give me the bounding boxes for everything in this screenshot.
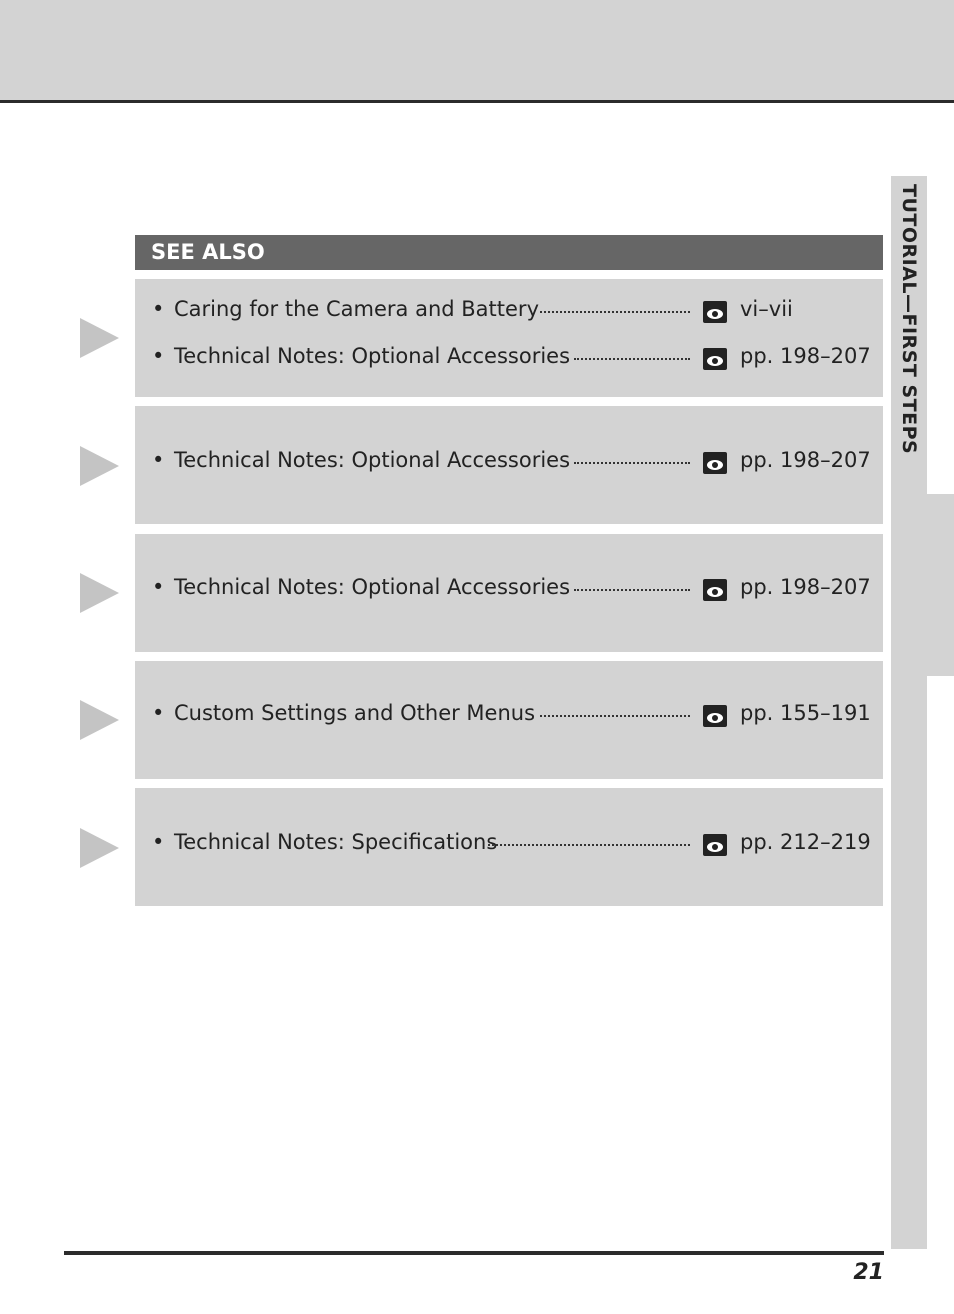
bullet: •: [152, 830, 165, 854]
page-number: 21: [853, 1260, 884, 1285]
triangle-right-icon: [80, 828, 119, 868]
reference-entry: [152, 830, 872, 860]
bullet: •: [152, 448, 165, 472]
bullet: •: [152, 701, 165, 725]
dot-leader: [540, 309, 690, 313]
nikon-reference-icon: [703, 301, 727, 323]
dot-leader: [488, 842, 690, 846]
entry-title: Technical Notes: Optional Accessories: [174, 575, 571, 599]
entry-title: Technical Notes: Optional Accessories: [174, 344, 571, 368]
dot-leader: [540, 713, 690, 717]
page-reference: pp. 198–207: [740, 575, 871, 599]
page-reference: vi–vii: [740, 297, 793, 321]
triangle-right-icon: [80, 700, 119, 740]
entry-title: Technical Notes: Specifications: [174, 830, 498, 854]
triangle-right-icon: [80, 318, 119, 358]
entry-title: Technical Notes: Optional Accessories: [174, 448, 571, 472]
reference-entry: [152, 344, 872, 374]
dot-leader: [574, 356, 690, 360]
chapter-title: TUTORIAL—FIRST STEPS: [898, 184, 920, 455]
reference-entry: [152, 575, 872, 605]
reference-entry: [152, 297, 872, 327]
entry-title: Caring for the Camera and Battery: [174, 297, 539, 321]
page-reference: pp. 155–191: [740, 701, 871, 725]
dot-leader: [574, 587, 690, 591]
entry-title: Custom Settings and Other Menus: [174, 701, 536, 725]
dot-leader: [574, 460, 690, 464]
triangle-right-icon: [80, 573, 119, 613]
top-band: [0, 0, 954, 100]
reference-entry: [152, 448, 872, 478]
triangle-right-icon: [80, 446, 119, 486]
top-rule: [0, 100, 954, 103]
nikon-reference-icon: [703, 705, 727, 727]
page-reference: pp. 198–207: [740, 448, 871, 472]
bullet: •: [152, 297, 165, 321]
nikon-reference-icon: [703, 452, 727, 474]
nikon-reference-icon: [703, 579, 727, 601]
nikon-reference-icon: [703, 348, 727, 370]
reference-entry: [152, 701, 872, 731]
see-also-heading: SEE ALSO: [135, 235, 883, 270]
bullet: •: [152, 344, 165, 368]
bullet: •: [152, 575, 165, 599]
page-reference: pp. 212–219: [740, 830, 871, 854]
nikon-reference-icon: [703, 834, 727, 856]
chapter-tab-marker: [927, 494, 954, 676]
bottom-rule: [64, 1251, 884, 1255]
page-reference: pp. 198–207: [740, 344, 871, 368]
